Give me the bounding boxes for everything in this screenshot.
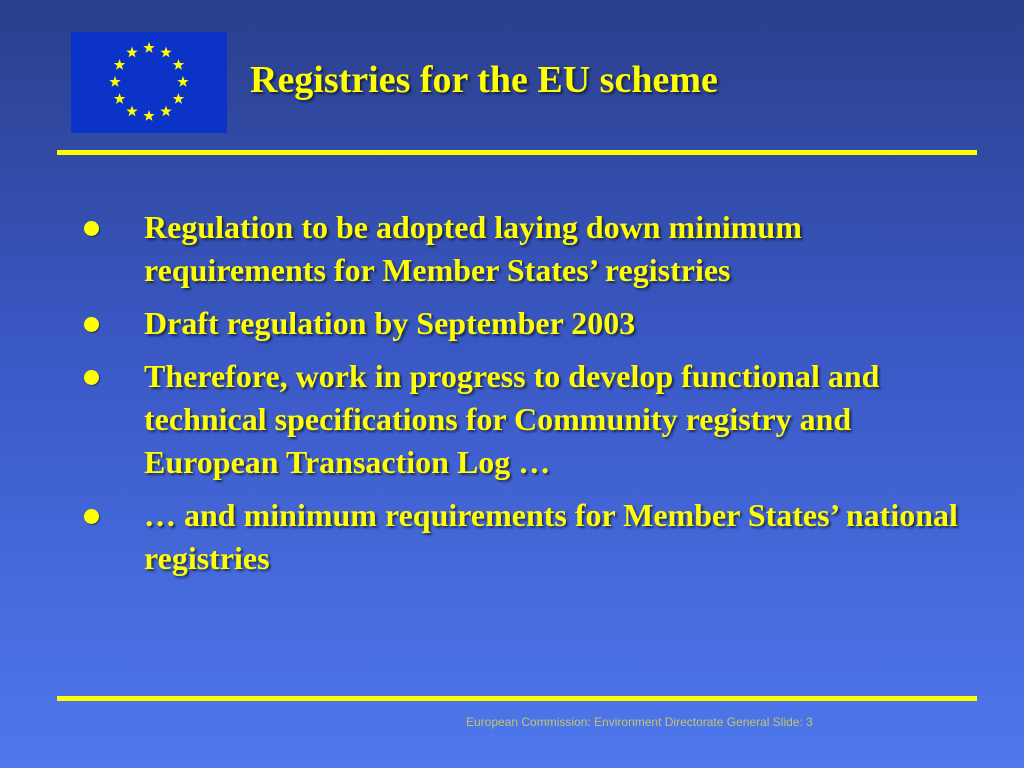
flag-star-icon — [173, 93, 184, 104]
bullet-text: Regulation to be adopted laying down minimum requirements for Member States’ registries — [144, 209, 802, 288]
flag-star-icon — [173, 59, 184, 70]
flag-star-icon — [143, 110, 154, 121]
top-divider — [57, 150, 977, 155]
bullet-dot-icon — [84, 370, 99, 385]
bottom-divider — [57, 696, 977, 701]
eu-flag-icon — [71, 32, 227, 133]
slide-footer: European Commission: Environment Directorate General Slide: 3 — [466, 715, 813, 729]
flag-star-icon — [143, 42, 154, 53]
bullet-text: Draft regulation by September 2003 — [144, 305, 636, 341]
flag-star-icon — [114, 59, 125, 70]
bullet-list — [80, 206, 960, 590]
flag-star-icon — [177, 76, 188, 87]
bullet-item — [80, 206, 960, 292]
flag-star-icon — [126, 105, 137, 116]
flag-star-icon — [126, 47, 137, 58]
bullet-text: Therefore, work in progress to develop functional and technical specifications for Community registry and European Transaction Log … — [144, 358, 880, 480]
bullet-item — [80, 494, 960, 580]
bullet-item — [80, 302, 960, 345]
flag-star-icon — [160, 105, 171, 116]
bullet-dot-icon — [84, 509, 99, 524]
flag-star-icon — [109, 76, 120, 87]
flag-star-icon — [114, 93, 125, 104]
slide-title: Registries for the EU scheme — [250, 59, 718, 101]
bullet-text: … and minimum requirements for Member States’ national registries — [144, 497, 958, 576]
bullet-dot-icon — [84, 317, 99, 332]
bullet-item — [80, 355, 960, 484]
flag-star-icon — [160, 47, 171, 58]
bullet-dot-icon — [84, 221, 99, 236]
